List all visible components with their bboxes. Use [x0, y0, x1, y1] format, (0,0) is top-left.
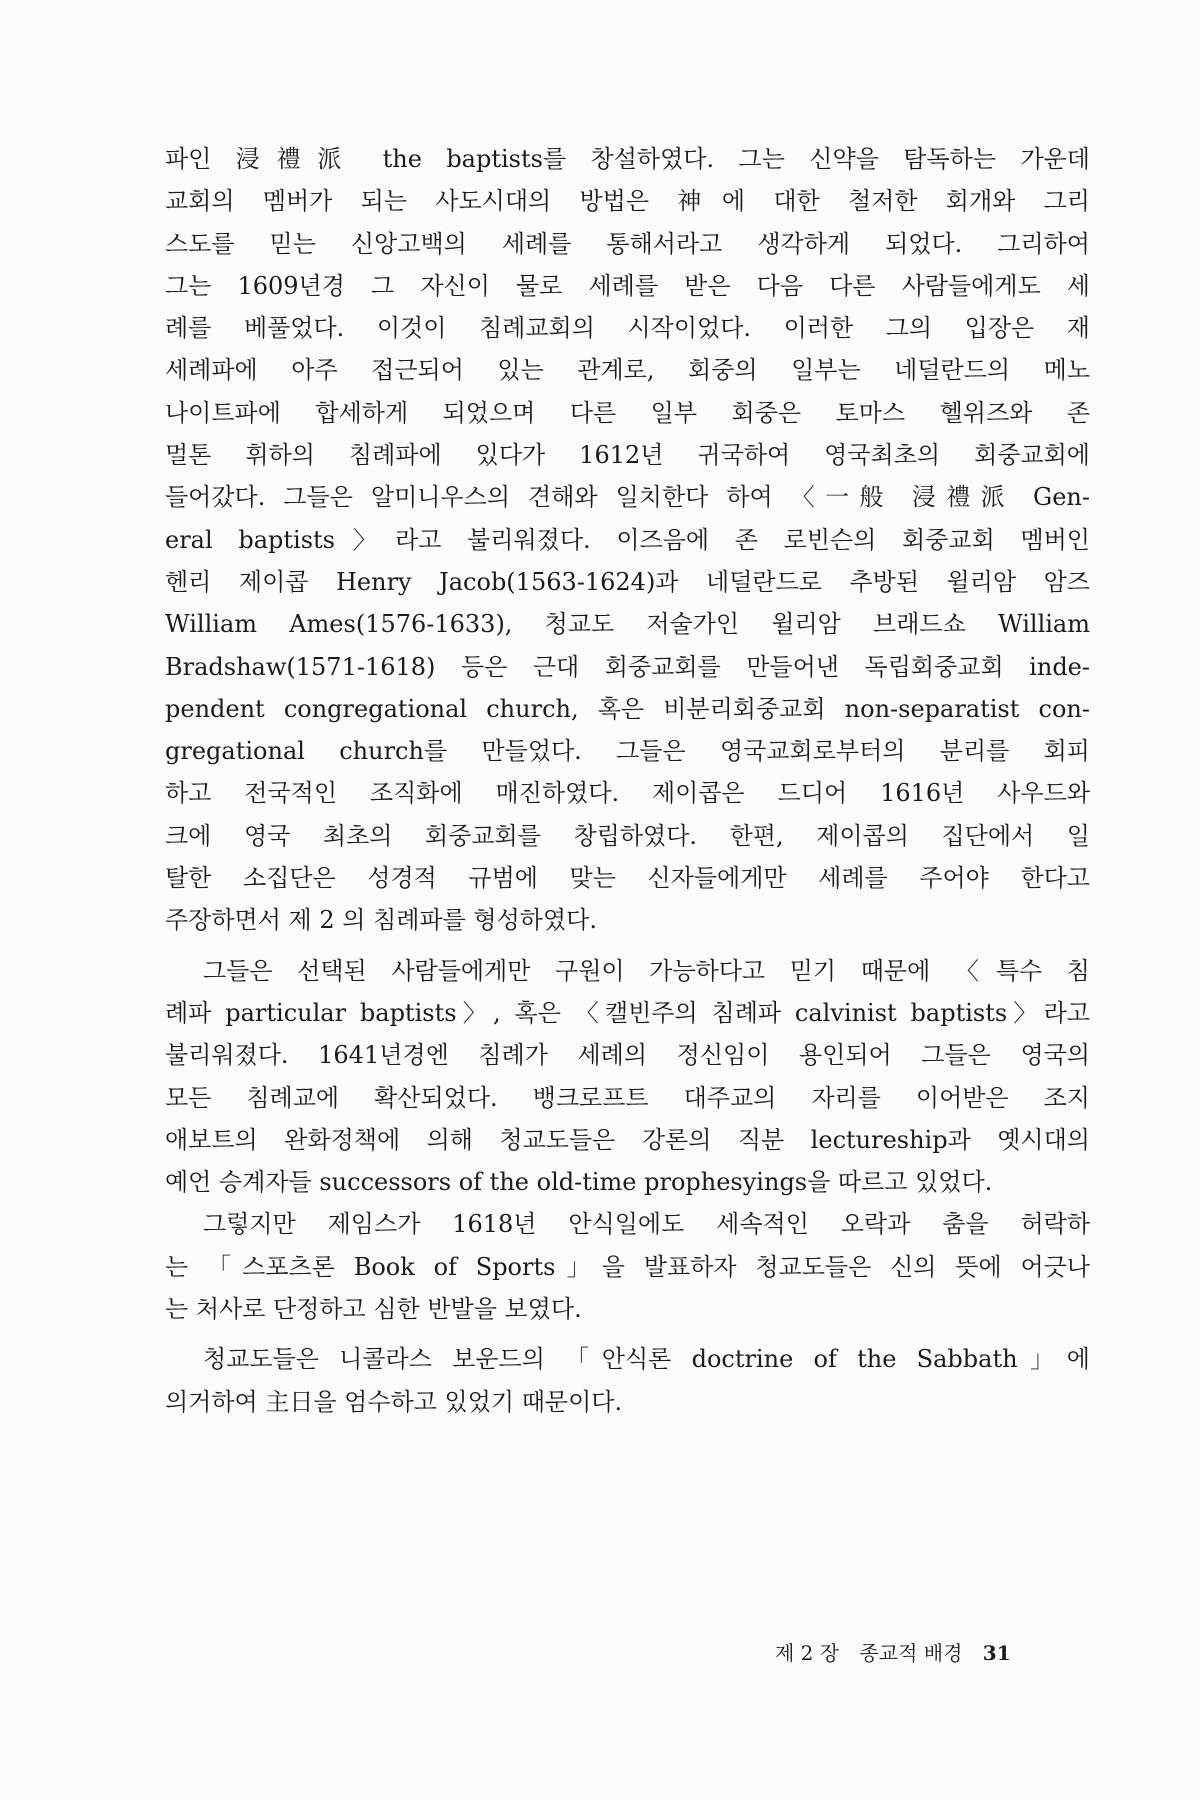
page-footer — [775, 1637, 1075, 1666]
text-line: 례파 particular baptists〉, 혹은 〈캘빈주의 침례파 calvinist baptists〉라고 — [165, 998, 1090, 1027]
text-line: 하고 전국적인 조직화에 매진하였다. 제이콥은 드디어 1616년 사우드와 — [165, 779, 1090, 808]
text-line: 멀톤 휘하의 침례파에 있다가 1612년 귀국하여 영국최초의 회중교회에 — [165, 441, 1090, 470]
chapter-label: 제 2 장 — [775, 1641, 840, 1665]
text-line: 모든 침례교에 확산되었다. 뱅크로프트 대주교의 자리를 이어받은 조지 — [165, 1083, 1090, 1112]
text-line: pendent congregational church, 혹은 비분리회중교회 non-separatist con- — [165, 694, 1090, 723]
text-line: 의거하여 主日을 엄수하고 있었기 때문이다. — [165, 1387, 623, 1416]
text-line: 파인 浸禮派 the baptists를 창설하였다. 그는 신약을 탐독하는 가운데 — [165, 145, 1090, 173]
paragraph — [165, 138, 1090, 942]
text-line: 교회의 멤버가 되는 사도시대의 방법은 神에 대한 철저한 회개와 그리 — [165, 187, 1090, 216]
text-line: 그들은 선택된 사람들에게만 구원이 가능하다고 믿기 때문에 〈특수 침 — [203, 956, 1090, 985]
paragraph — [165, 1338, 1090, 1423]
text-line: 는 처사로 단정하고 심한 반발을 보였다. — [165, 1295, 582, 1324]
text-line: 들어갔다. 그들은 알미니우스의 견해와 일치한다 하여 〈一般 浸禮派 Gen- — [165, 483, 1090, 512]
text-line: 그는 1609년경 그 자신이 물로 세례를 받은 다음 다른 사람들에게도 세 — [165, 271, 1090, 300]
text-line: Bradshaw(1571-1618) 등은 근대 회중교회를 만들어낸 독립회중교회 inde- — [165, 652, 1090, 681]
text-line: 애보트의 완화정책에 의해 청교도들은 강론의 직분 lectureship과 옛시대의 — [165, 1125, 1090, 1154]
text-line: 헨리 제이콥 Henry Jacob(1563-1624)과 네덜란드로 추방된 윌리암 암즈 — [165, 567, 1090, 596]
text-line: William Ames(1576-1633), 청교도 저술가인 윌리암 브래드쇼 William — [165, 610, 1090, 639]
text-line: 는 「스포츠론 Book of Sports」을 발표하자 청교도들은 신의 뜻에 어긋나 — [165, 1252, 1090, 1281]
paragraph — [165, 950, 1090, 1204]
text-line: 주장하면서 제 2 의 침례파를 형성하였다. — [165, 906, 597, 935]
text-line: 크에 영국 최초의 회중교회를 창립하였다. 한편, 제이콥의 집단에서 일 — [165, 821, 1090, 850]
text-line: 나이트파에 합세하게 되었으며 다른 일부 회중은 토마스 헬위즈와 존 — [165, 398, 1090, 427]
text-line: 스도를 믿는 신앙고백의 세례를 통해서라고 생각하게 되었다. 그리하여 — [165, 229, 1090, 258]
text-line: 세례파에 아주 접근되어 있는 관계로, 회중의 일부는 네덜란드의 메노 — [165, 356, 1090, 385]
text-line: gregational church를 만들었다. 그들은 영국교회로부터의 분리를 회피 — [165, 737, 1090, 766]
text-line: 그렇지만 제임스가 1618년 안식일에도 세속적인 오락과 춤을 허락하 — [203, 1210, 1090, 1239]
paragraph — [165, 1203, 1090, 1330]
text-line: eral baptists〉라고 불리워졌다. 이즈음에 존 로빈슨의 회중교회 멤버인 — [165, 525, 1090, 554]
page-number: 31 — [982, 1641, 1011, 1665]
chapter-title: 종교적 배경 — [859, 1641, 963, 1665]
text-line: 불리워졌다. 1641년경엔 침례가 세례의 정신임이 용인되어 그들은 영국의 — [165, 1041, 1090, 1070]
body-text — [165, 138, 1090, 1423]
text-line: 례를 베풀었다. 이것이 침례교회의 시작이었다. 이러한 그의 입장은 재 — [165, 314, 1090, 343]
text-line: 탈한 소집단은 성경적 규범에 맞는 신자들에게만 세례를 주어야 한다고 — [165, 864, 1090, 893]
text-line: 예언 승계자들 successors of the old-time prophesyings을 따르고 있었다. — [165, 1168, 993, 1197]
text-line: 청교도들은 니콜라스 보운드의 「안식론 doctrine of the Sabbath」에 — [203, 1345, 1090, 1374]
